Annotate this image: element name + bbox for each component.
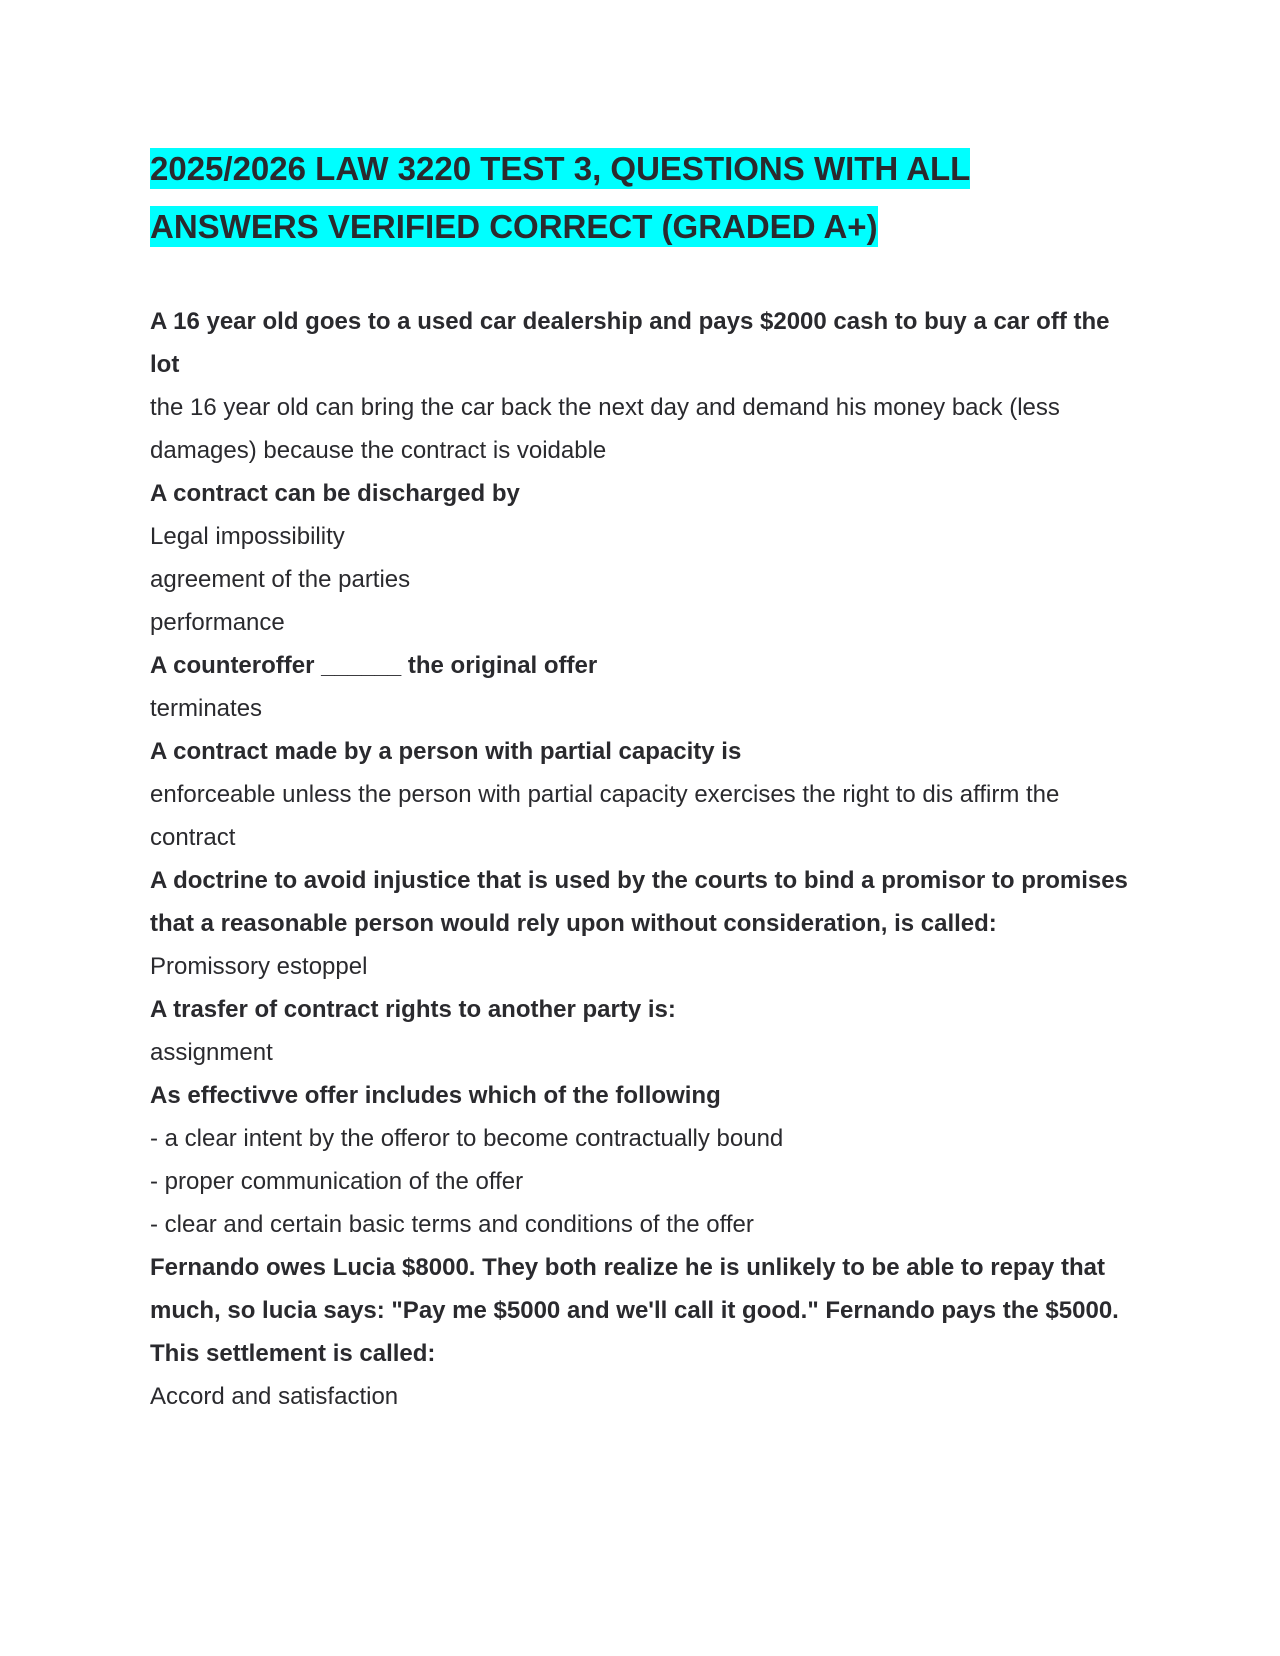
answer-text: performance — [150, 609, 285, 636]
question-text: A contract made by a person with partial capacity is — [150, 738, 742, 765]
document-title — [150, 140, 1130, 256]
answer-text: Accord and satisfaction — [150, 1383, 399, 1410]
answer-text: enforceable unless the person with partial capacity exercises the right to dis affirm the contract — [150, 781, 1060, 851]
answer-text: the 16 year old can bring the car back the next day and demand his money back (less damages) because the contract is voidable — [150, 394, 1060, 464]
answer-text: agreement of the parties — [150, 566, 411, 593]
answer-text: - proper communication of the offer — [150, 1168, 524, 1195]
answer-text: assignment — [150, 1039, 273, 1066]
question-text: As effectivve offer includes which of the following — [150, 1082, 721, 1109]
document-title-line-2: ANSWERS VERIFIED CORRECT (GRADED A+) — [150, 208, 878, 245]
answer-text: Promissory estoppel — [150, 953, 368, 980]
question-text: A counteroffer ______ the original offer — [150, 652, 598, 679]
question-text: A contract can be discharged by — [150, 480, 520, 507]
answer-text: - a clear intent by the offeror to become contractually bound — [150, 1125, 784, 1152]
answer-text: - clear and certain basic terms and conditions of the offer — [150, 1211, 754, 1238]
document-title-line-1: 2025/2026 LAW 3220 TEST 3, QUESTIONS WITH ALL — [150, 150, 971, 187]
answer-text: Legal impossibility — [150, 523, 345, 550]
question-text: A doctrine to avoid injustice that is used by the courts to bind a promisor to promises that a reasonable person would rely upon without consideration, is called: — [150, 867, 1128, 937]
qa-list — [150, 300, 1130, 1418]
question-text: Fernando owes Lucia $8000. They both realize he is unlikely to be able to repay that much, so lucia says: "Pay me $5000 and we'll call it good." Fernando pays the $5000. This settlement is called: — [150, 1254, 1119, 1367]
question-text: A trasfer of contract rights to another party is: — [150, 996, 676, 1023]
document-page — [150, 140, 1130, 1418]
question-text: A 16 year old goes to a used car dealership and pays $2000 cash to buy a car off the lot — [150, 308, 1110, 378]
answer-text: terminates — [150, 695, 263, 722]
